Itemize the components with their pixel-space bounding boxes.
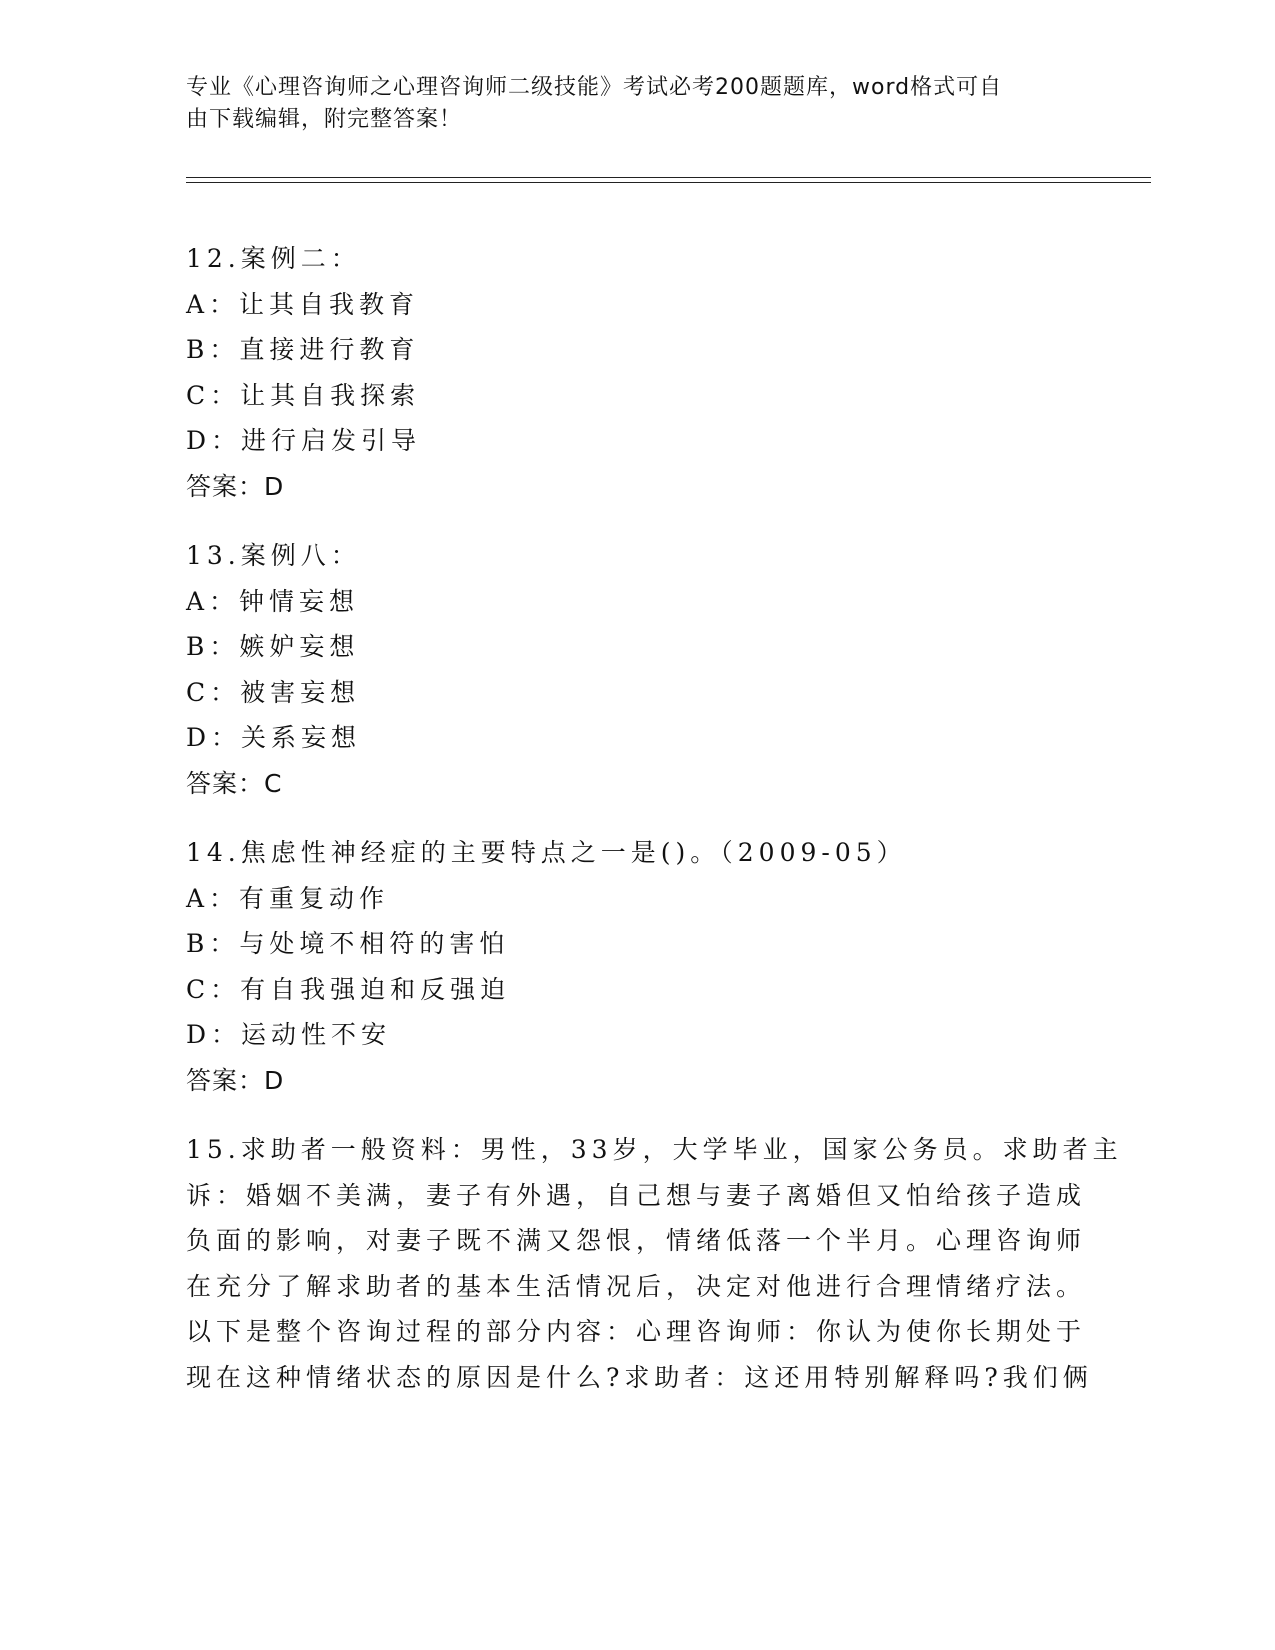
question-15-line-6: 现在这种情绪状态的原因是什么?求助者：这还用特别解释吗?我们俩 <box>186 1362 1093 1392</box>
option-b: B：与处境不相符的害怕 <box>186 929 510 958</box>
option-c: C：有自我强迫和反强迫 <box>186 974 511 1004</box>
question-12 <box>186 236 1086 509</box>
answer-line: 答案：D <box>186 1065 285 1095</box>
question-stem: 14.焦虑性神经症的主要特点之一是()。（2009-05） <box>186 838 907 867</box>
question-15-line-3: 负面的影响，对妻子既不满又怨恨，情绪低落一个半月。心理咨询师 <box>186 1226 1087 1255</box>
option-a: A：让其自我教育 <box>186 289 420 319</box>
option-d: D：运动性不安 <box>186 1020 392 1049</box>
option-a: A：钟情妄想 <box>186 586 360 616</box>
option-d: D：关系妄想 <box>186 723 362 752</box>
option-b: B：嫉妒妄想 <box>186 632 360 661</box>
header-line-2: 由下载编辑，附完整答案！ <box>186 107 463 132</box>
header-divider-top <box>186 177 1151 178</box>
option-d: D：进行启发引导 <box>186 426 422 455</box>
answer-line: 答案：C <box>186 768 283 798</box>
option-c: C：让其自我探索 <box>186 380 421 410</box>
option-a: A：有重复动作 <box>186 883 390 913</box>
header-divider-bottom <box>186 182 1151 183</box>
question-15-line-5: 以下是整个咨询过程的部分内容：心理咨询师：你认为使你长期处于 <box>186 1317 1087 1346</box>
document-header <box>186 72 1066 136</box>
question-stem: 13.案例八： <box>186 541 361 570</box>
answer-line: 答案：D <box>186 471 285 501</box>
question-list <box>186 236 1123 1424</box>
option-b: B：直接进行教育 <box>186 335 420 364</box>
question-15 <box>186 1127 1123 1400</box>
question-15-line-4: 在充分了解求助者的基本生活情况后，决定对他进行合理情绪疗法。 <box>186 1271 1087 1301</box>
question-13 <box>186 533 1086 806</box>
option-c: C：被害妄想 <box>186 677 361 707</box>
question-15-line-2: 诉：婚姻不美满，妻子有外遇，自己想与妻子离婚但又怕给孩子造成 <box>186 1180 1087 1210</box>
question-14 <box>186 830 1086 1103</box>
question-stem: 12.案例二： <box>186 244 361 273</box>
question-15-line-1: 15.求助者一般资料：男性，33岁，大学毕业，国家公务员。求助者主 <box>186 1135 1123 1164</box>
header-line-1: 专业《心理咨询师之心理咨询师二级技能》考试必考200题题库，word格式可自 <box>186 75 1003 100</box>
